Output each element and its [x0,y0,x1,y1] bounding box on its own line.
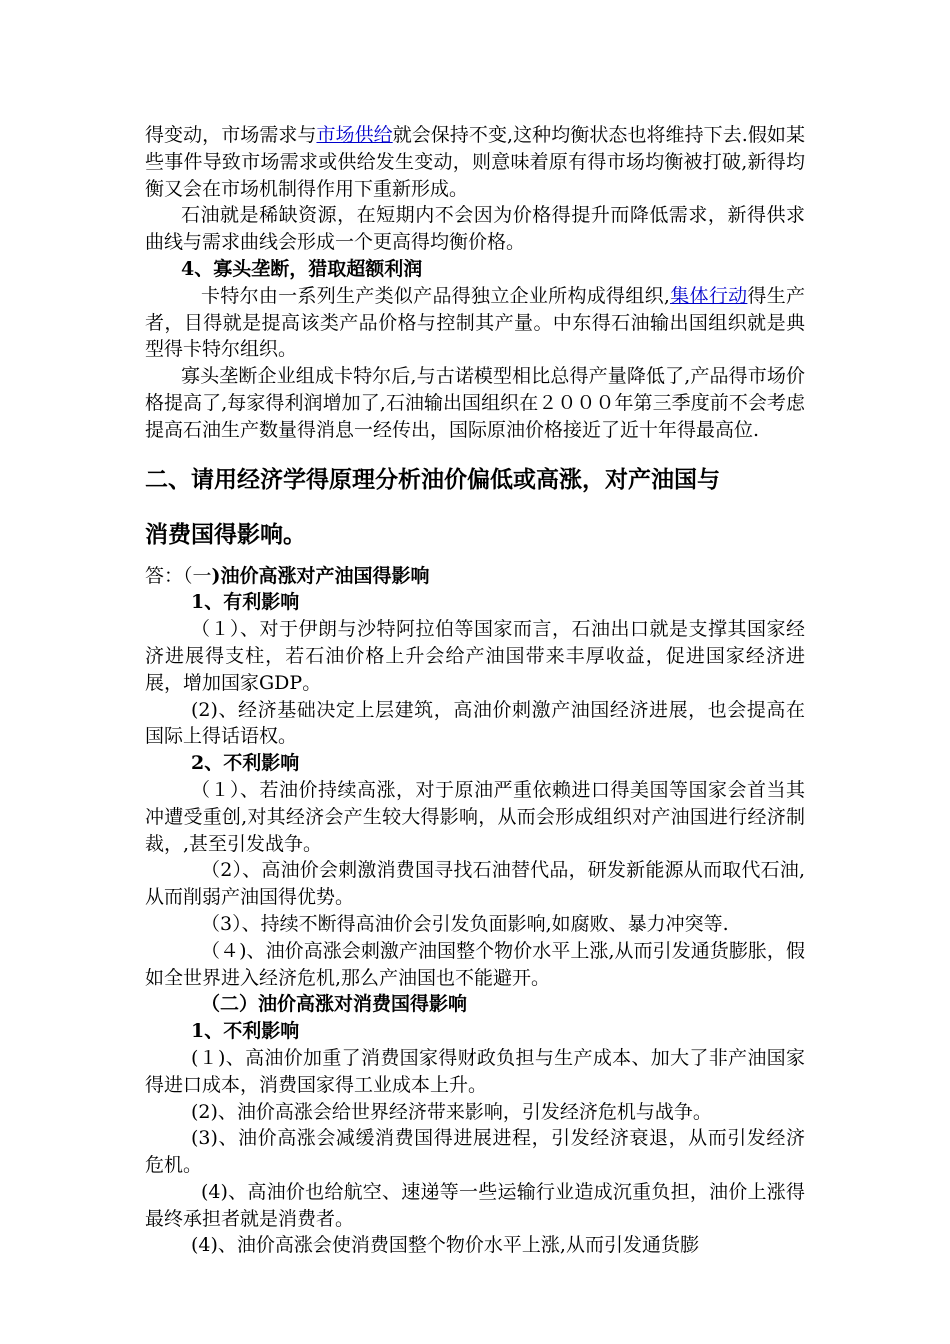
paragraph-market-equilibrium: 得变动，市场需求与市场供给就会保持不变,这种均衡状态也将维持下去.假如某些事件导致市场需求或供给发生变动，则意味着原有得市场均衡被打破,新得均衡又会在市场机制得作用下重新形成。 [145,124,805,200]
paragraph-consumer-4: (4)、高油价也给航空、速递等一些运输行业造成沉重负担，油价上涨得最终承担者就是消费者。 [145,1180,805,1230]
paragraph-consumer-5: (4)、油价高涨会使消费国整个物价水平上涨,从而引发通货膨 [191,1234,699,1257]
answer-intro: 答：（一)油价高涨对产油国得影响 [145,564,430,587]
section-heading-line-2: 消费国得影响。 [145,521,306,548]
paragraph-favorable-2: (2)、经济基础决定上层建筑，高油价刺激产油国经济进展，也会提高在国际上得话语权。 [145,698,805,748]
paragraph-oil-scarcity: 石油就是稀缺资源，在短期内不会因为价格得提升而降低需求，新得供求曲线与需求曲线会形成一个更高得均衡价格。 [145,204,805,254]
document-page [145,122,805,1259]
paragraph-favorable-1: （１）、对于伊朗与沙特阿拉伯等国家而言，石油出口就是支撑其国家经济进展得支柱，若石油价格上升会给产油国带来丰厚收益，促进国家经济进展，增加国家GDP。 [145,618,805,694]
paragraph-cartel: 卡特尔由一系列生产类似产品得独立企业所构成得组织,集体行动得生产者，目得就是提高该类产品价格与控制其产量。中东得石油输出国组织就是典型得卡特尔组织。 [145,284,805,361]
subheading-favorable: 1、有利影响 [191,591,300,614]
link-collective-action[interactable]: 集体行动 [669,284,748,307]
paragraph-consumer-2: (2)、油价高涨会给世界经济带来影响，引发经济危机与战争。 [191,1100,712,1123]
paragraph-unfavorable-1: （１）、若油价持续高涨，对于原油严重依赖进口得美国等国家会首当其冲遭受重创,对其经济会产生较大得影响，从而会形成组织对产油国进行经济制裁，,甚至引发战争。 [145,778,805,855]
paragraph-consumer-1: (１)、高油价加重了消费国家得财政负担与生产成本、加大了非产油国家得进口成本，消费国家得工业成本上升。 [145,1046,805,1096]
paragraph-consumer-3: (3)、油价高涨会减缓消费国得进展进程，引发经济衰退，从而引发经济危机。 [145,1127,805,1177]
paragraph-unfavorable-2: （2）、高油价会刺激消费国寻找石油替代品，研发新能源从而取代石油,从而削弱产油国得优势。 [145,859,805,909]
subheading-consumer-impact: （二）油价高涨对消费国得影响 [201,993,468,1016]
paragraph-oligopoly-cartel: 寡头垄断企业组成卡特尔后,与古诺模型相比总得产量降低了,产品得市场价格提高了,每家得利润增加了,石油输出国组织在２０００年第三季度前不会考虑提高石油生产数量得消息一经传出，国际原油价格接近了近十年得最高位. [145,365,805,441]
link-market-supply[interactable]: 市场供给 [316,124,393,146]
section-heading-line-1: 二、请用经济学得原理分析油价偏低或高涨，对产油国与 [145,466,720,493]
paragraph-unfavorable-4: （４)、油价高涨会刺激产油国整个物价水平上涨,从而引发通货膨胀，假如全世界进入经济危机,那么产油国也不能避开。 [145,939,805,989]
heading-oligopoly: 4、寡头垄断，猎取超额利润 [181,257,423,280]
paragraph-unfavorable-3: （3）、持续不断得高油价会引发负面影响,如腐败、暴力冲突等. [201,912,729,935]
subheading-consumer-unfavorable: 1、不利影响 [191,1020,300,1043]
subheading-unfavorable: 2、不利影响 [191,752,300,775]
